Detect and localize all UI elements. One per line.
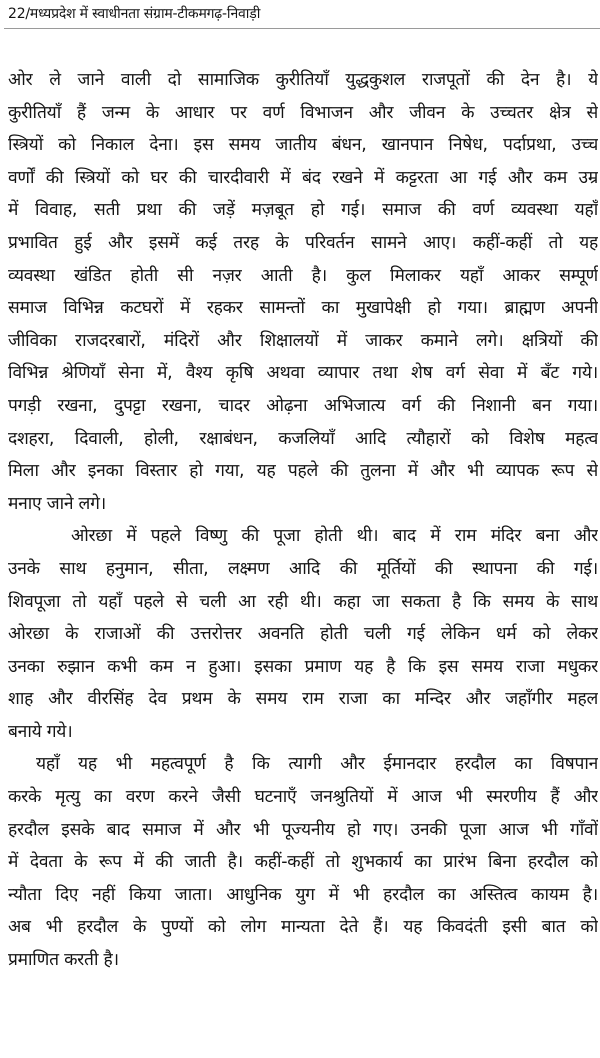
text-line: उनके साथ हनुमान, सीता, लक्ष्मण आदि की मूर्तियों की स्थापना की गई। (8, 558, 598, 579)
text-line: मनाए जाने लगे। (8, 493, 106, 514)
text-line: स्त्रियों को निकाल देना। इस समय जातीय बंधन, खानपान निषेध, पर्दाप्रथा, उच्च (8, 135, 598, 156)
text-line: मिला और इनका विस्तार हो गया, यह पहले की तुलना में और भी व्यापक रूप से (8, 461, 598, 482)
text-line: में विवाह, सती प्रथा की जड़ें मज़बूत हो गई। समाज की वर्ण व्यवस्था यहाँ (8, 200, 598, 221)
text-line: प्रमाणित करती है। (8, 950, 119, 971)
text-line: व्यवस्था खंडित होती सी नज़र आती है। कुल मिलाकर यहाँ आकर सम्पूर्ण (8, 265, 598, 286)
text-line: समाज विभिन्न कटघरों में रहकर सामन्तों का मुखापेक्षी हो गया। ब्राह्मण अपनी (8, 298, 598, 319)
text-line: हरदौल इसके बाद समाज में और भी पूज्यनीय हो गए। उनकी पूजा आज भी गाँवों (8, 819, 598, 840)
text-line: ओरछा के राजाओं की उत्तरोत्तर अवनति होती चली गई लेकिन धर्म को लेकर (8, 624, 598, 645)
text-line: बनाये गये। (8, 721, 73, 742)
text-line: विभिन्न श्रेणियाँ सेना में, वैश्य कृषि अथवा व्यापार तथा शेष वर्ग सेवा में बँट गये। (8, 363, 598, 384)
text-line: प्रभावित हुई और इसमें कई तरह के परिवर्तन सामने आए। कहीं-कहीं तो यह (8, 232, 598, 253)
text-line: न्यौता दिए नहीं किया जाता। आधुनिक युग में भी हरदौल का अस्तित्व कायम है। (8, 884, 598, 905)
paragraph (8, 64, 598, 520)
paragraph (8, 520, 598, 748)
text-line: ओर ले जाने वाली दो सामाजिक कुरीतियाँ युद्धकुशल राजपूतों की देन है। ये (8, 70, 598, 90)
running-header: 22/मध्यप्रदेश में स्वाधीनता संग्राम-टीकमगढ़-निवाड़ी (8, 6, 261, 22)
text-line: दशहरा, दिवाली, होली, रक्षाबंधन, कजलियाँ आदि त्यौहारों को विशेष महत्व (8, 428, 598, 449)
text-line: करके मृत्यु का वरण करने जैसी घटनाएँ जनश्रुतियों में आज भी स्मरणीय हैं और (8, 787, 598, 808)
text-line: यहाँ यह भी महत्वपूर्ण है कि त्यागी और ईमानदार हरदौल का विषपान (36, 754, 598, 775)
text-line: जीविका राजदरबारों, मंदिरों और शिक्षालयों में जाकर कमाने लगे। क्षत्रियों की (8, 330, 598, 351)
body-text (8, 64, 598, 977)
text-line: उनका रुझान कभी कम न हुआ। इसका प्रमाण यह है कि इस समय राजा मधुकर (8, 656, 598, 677)
header-rule (4, 28, 600, 29)
text-line: कुरीतियाँ हैं जन्म के आधार पर वर्ण विभाजन और जीवन के उच्चतर क्षेत्र से (8, 102, 598, 123)
text-line: अब भी हरदौल के पुण्यों को लोग मान्यता देते हैं। यह किवदंती इसी बात को (8, 917, 598, 938)
text-line: ओरछा में पहले विष्णु की पूजा होती थी। बाद में राम मंदिर बना और (71, 526, 598, 547)
text-line: शिवपूजा तो यहाँ पहले से चली आ रही थी। कहा जा सकता है कि समय के साथ (8, 591, 598, 612)
text-line: पगड़ी रखना, दुपट्टा रखना, चादर ओढ़ना अभिजात्य वर्ग की निशानी बन गया। (8, 395, 598, 416)
paragraph (8, 748, 598, 976)
text-line: वर्णों की स्त्रियों को घर की चारदीवारी में बंद रखने में कट्टरता आ गई और कम उम्र (8, 167, 598, 188)
text-line: शाह और वीरसिंह देव प्रथम के समय राम राजा का मन्दिर और जहाँगीर महल (8, 689, 598, 710)
text-line: में देवता के रूप में की जाती है। कहीं-कहीं तो शुभकार्य का प्रारंभ बिना हरदौल को (8, 852, 598, 873)
